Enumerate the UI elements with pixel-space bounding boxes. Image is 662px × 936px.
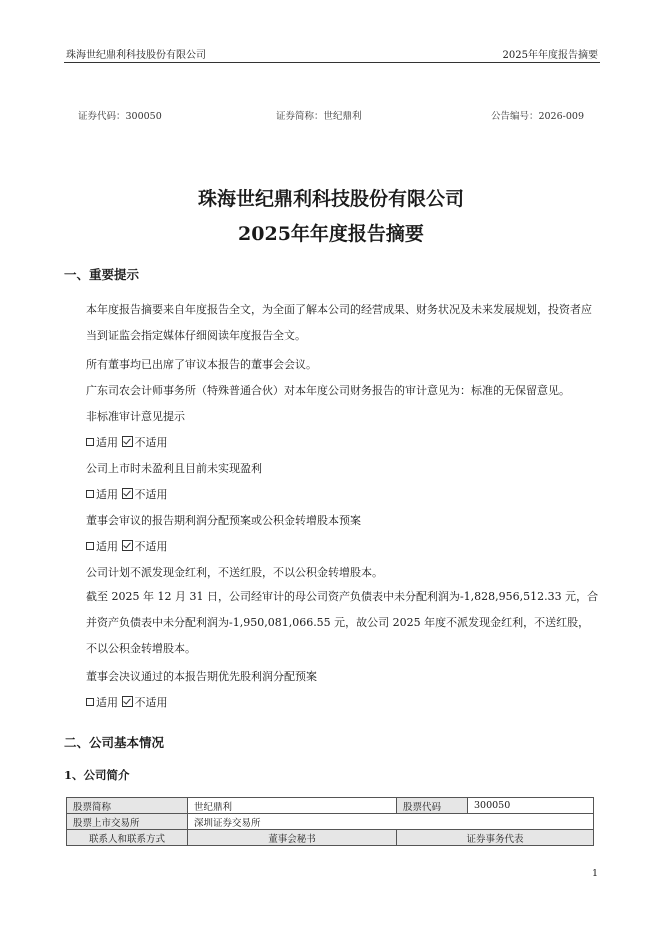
table-cell: 股票代码 <box>397 798 468 814</box>
notice-number: 公告编号：2026-009 <box>490 111 584 122</box>
doc-title-report: 2025年年度报告摘要 <box>238 223 424 245</box>
header-company: 珠海世纪鼎利科技股份有限公司 <box>66 50 206 61</box>
paragraph-audit-opinion: 广东司农会计师事务所（特殊普通合伙）对本年度公司财务报告的审计意见为：标准的无保留意见。 <box>86 384 570 397</box>
subsection-heading-company-profile: 1、公司简介 <box>64 768 130 782</box>
page-number: 1 <box>592 868 599 879</box>
paragraph-board-attendance: 所有董事均已出席了审议本报告的董事会会议。 <box>86 358 317 371</box>
table-row <box>67 814 594 830</box>
table-row <box>67 798 594 814</box>
table-cell: 股票简称 <box>67 798 188 814</box>
checked-box-icon <box>122 488 133 499</box>
paragraph-retained-earnings: 截至 2025 年 12 月 31 日，公司经审计的母公司资产负债表中未分配利润为-1,828,956,512.33 元，合并资产负债表中未分配利润为-1,950,081,066.55 元，故公司 2025 年度不派发现金红利，不送红股，不以公积金转增股本。 <box>86 590 599 655</box>
paragraph-nonstandard-audit: 非标准审计意见提示 <box>86 410 185 423</box>
doc-title-company: 珠海世纪鼎利科技股份有限公司 <box>197 188 464 210</box>
table-cell: 股票上市交易所 <box>67 814 188 830</box>
section-heading-important: 一、重要提示 <box>64 267 140 282</box>
paragraph-preferred-stock: 董事会决议通过的本报告期优先股利润分配预案 <box>86 670 317 683</box>
unchecked-box-icon <box>86 490 94 498</box>
table-cell: 董事会秘书 <box>188 830 397 846</box>
checked-box-icon <box>122 540 133 551</box>
section-heading-basic-info: 二、公司基本情况 <box>64 735 165 750</box>
paragraph-profit-distribution: 董事会审议的报告期利润分配预案或公积金转增股本预案 <box>86 514 361 527</box>
checked-box-icon <box>122 436 133 447</box>
unchecked-box-icon <box>86 698 94 706</box>
company-profile-table <box>66 797 594 846</box>
header-doc-title: 2025年年度报告摘要 <box>502 50 598 61</box>
table-cell: 联系人和联系方式 <box>67 830 188 846</box>
unchecked-box-icon <box>86 438 94 446</box>
table-cell: 证券事务代表 <box>397 830 594 846</box>
checked-box-icon <box>122 696 133 707</box>
checkbox-row-1: 适用 不适用 <box>86 434 168 450</box>
checkbox-row-2: 适用 不适用 <box>86 486 168 502</box>
paragraph-summary: 本年度报告摘要来自年度报告全文，为全面了解本公司的经营成果、财务状况及未来发展规划，投资者应当到证监会指定媒体仔细阅读年度报告全文。 <box>86 303 592 342</box>
checkbox-row-3: 适用 不适用 <box>86 538 168 554</box>
security-code: 证券代码：300050 <box>78 111 162 122</box>
security-meta <box>78 108 584 122</box>
header-divider <box>64 62 600 63</box>
unchecked-box-icon <box>86 542 94 550</box>
security-abbr: 证券简称：世纪鼎利 <box>276 111 362 122</box>
page-header <box>66 44 598 60</box>
table-cell: 深圳证券交易所 <box>188 814 594 830</box>
checkbox-row-4: 适用 不适用 <box>86 694 168 710</box>
paragraph-profit-status: 公司上市时未盈利且目前未实现盈利 <box>86 462 262 475</box>
table-cell: 世纪鼎利 <box>188 798 397 814</box>
paragraph-no-dividend: 公司计划不派发现金红利，不送红股，不以公积金转增股本。 <box>86 566 383 579</box>
table-row <box>67 830 594 846</box>
table-cell: 300050 <box>468 798 594 814</box>
